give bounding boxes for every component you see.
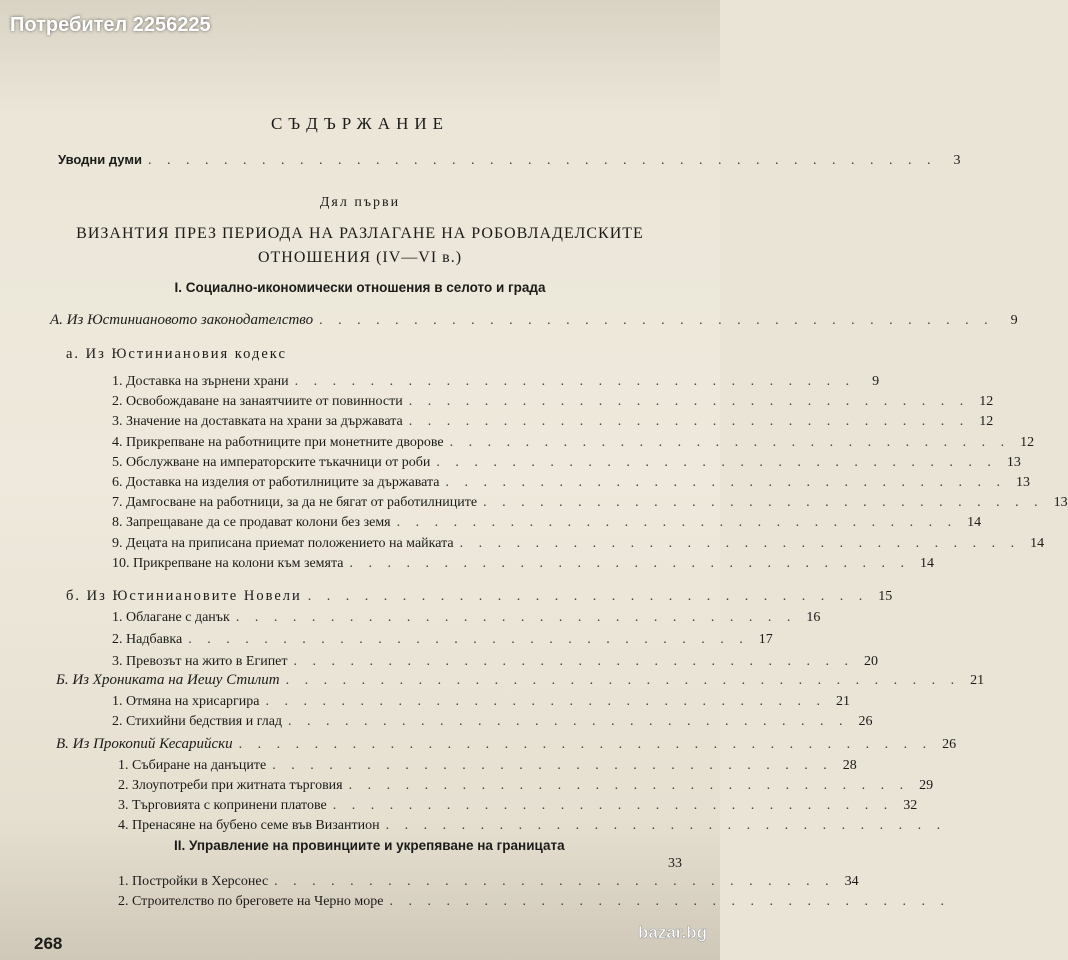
toc-novels-label: б. Из Юстиниановите Новели bbox=[66, 588, 302, 604]
procopius-item-label: 1. Събиране на данъците bbox=[118, 758, 267, 773]
chronicle-item-row bbox=[112, 714, 873, 730]
leader-dots: . . . . . . . . . . . . . . . . . . . . . . . . . . . . . . bbox=[389, 894, 950, 909]
leader-dots: . . . . . . . . . . . . . . . . . . . . . . . . . . . . . . bbox=[349, 555, 910, 571]
leader-dots: . . . . . . . . . . . . . . . . . . . . . . . . . . . . . . bbox=[385, 818, 947, 833]
novel-item-label: 2. Надбавка bbox=[112, 632, 183, 647]
procopius-item-label: 4. Пренасяне на бубено семе във Византион bbox=[118, 818, 380, 833]
toc-intro-label: Уводни думи bbox=[58, 152, 142, 167]
toc-sectionV-row bbox=[56, 736, 957, 753]
toc-sectionA-label: А. Из Юстиниановото законодателство bbox=[50, 312, 314, 328]
procopius-item-page: 29 bbox=[919, 778, 934, 793]
procopius-item-row bbox=[118, 798, 918, 814]
codex-item-page: 14 bbox=[920, 555, 934, 571]
codex-item-page: 12 bbox=[979, 414, 994, 430]
procopius-item-row bbox=[118, 818, 947, 834]
toc-sectionA-page: 9 bbox=[1010, 313, 1018, 328]
codex-item-page: 13 bbox=[1053, 495, 1068, 511]
toc-sectionV-page: 26 bbox=[942, 737, 957, 752]
codex-item-page: 12 bbox=[979, 394, 994, 410]
codex-item-row bbox=[112, 434, 1035, 451]
border-item-row bbox=[118, 874, 859, 890]
codex-item-row bbox=[112, 414, 994, 430]
procopius-item-label: 3. Търговията с копринени платове bbox=[118, 798, 327, 813]
leader-dots: . . . . . . . . . . . . . . . . . . . . . . . . . . . . . . bbox=[265, 694, 826, 709]
chronicle-item-row bbox=[112, 694, 850, 710]
codex-item-label: 2. Освобождаване на занаятчиите от повинности bbox=[112, 394, 403, 410]
toc-sectionB-row bbox=[56, 672, 985, 689]
part-name-line2: ОТНОШЕНИЯ (IV—VI в.) bbox=[257, 249, 463, 266]
toc-novels-row bbox=[66, 588, 893, 605]
toc-intro-page: 3 bbox=[953, 153, 961, 168]
leader-dots: . . . . . . . . . . . . . . . . . . . . . . . . . . . . . . . . . . . . bbox=[319, 313, 994, 328]
leader-dots: . . . . . . . . . . . . . . . . . . . . . . . . . . . . . . bbox=[293, 654, 855, 669]
leader-dots: . . . . . . . . . . . . . . . . . . . . . . . . . . . . . . . . . . . . bbox=[285, 673, 961, 688]
codex-item-row bbox=[112, 515, 982, 531]
codex-item-label: 6. Доставка на изделия от работилниците за държавата bbox=[112, 475, 440, 490]
procopius-item-label: 2. Злоупотреби при житната търговия bbox=[118, 778, 343, 793]
novel-item-page: 16 bbox=[806, 610, 821, 625]
section2-title: II. Управление на провинциите и укрепяване на границата bbox=[174, 838, 565, 853]
leader-dots: . . . . . . . . . . . . . . . . . . . . . . . . . . . . . . . . . . . . . bbox=[238, 737, 933, 752]
procopius-item-page: 32 bbox=[903, 798, 918, 813]
section1-title: I. Социално-икономически отношения в селото и града bbox=[174, 280, 546, 295]
leader-dots: . . . . . . . . . . . . . . . . . . . . . . . . . . . . . . bbox=[294, 374, 856, 389]
codex-item-row bbox=[112, 475, 1031, 491]
toc-sectionB-page: 21 bbox=[970, 673, 985, 688]
toc-sectionA-row bbox=[50, 312, 1018, 329]
novel-item-page: 20 bbox=[864, 654, 879, 669]
leader-dots: . . . . . . . . . . . . . . . . . . . . . . . . . . . . . . bbox=[449, 434, 1011, 450]
leader-dots: . . . . . . . . . . . . . . . . . . . . . . . . . . . . . . bbox=[332, 798, 894, 813]
leader-dots: . . . . . . . . . . . . . . . . . . . . . . . . . . . . . . bbox=[348, 778, 910, 793]
border-item-row bbox=[118, 894, 950, 910]
codex-item-row bbox=[112, 394, 994, 410]
codex-item-page: 14 bbox=[1030, 535, 1045, 551]
border-item-label: 2. Строителство по бреговете на Черно море bbox=[118, 894, 384, 909]
procopius-item-page: 28 bbox=[842, 758, 857, 773]
border-item-page: 34 bbox=[844, 874, 859, 889]
contents-title: СЪДЪРЖАНИЕ bbox=[270, 114, 450, 133]
codex-item-label: 4. Прикрепване на работниците при монетните дворове bbox=[112, 434, 444, 450]
bazar-logo-text: bazar.bg bbox=[638, 923, 707, 942]
procopius-item-row bbox=[118, 778, 934, 794]
leader-dots: . . . . . . . . . . . . . . . . . . . . . . . . . . . . . . bbox=[459, 535, 1021, 551]
leader-dots: . . . . . . . . . . . . . . . . . . . . . . . . . . . . . . bbox=[188, 632, 749, 647]
codex-item-label: 10. Прикрепване на колони към земята bbox=[112, 555, 344, 571]
part-name-line1: ВИЗАНТИЯ ПРЕЗ ПЕРИОДА НА РАЗЛАГАНЕ НА РОБОВЛАДЕЛСКИТЕ bbox=[76, 225, 644, 242]
leader-dots: . . . . . . . . . . . . . . . . . . . . . . . . . . . . . . bbox=[408, 394, 970, 410]
codex-item-label: 8. Запрещаване да се продават колони без земя bbox=[112, 515, 391, 531]
novel-item-row bbox=[112, 654, 879, 670]
section2-page bbox=[664, 856, 682, 872]
codex-item-label: 5. Обслужване на императорските тъкачници от роби bbox=[112, 454, 431, 470]
chronicle-item-page: 26 bbox=[858, 714, 873, 729]
codex-item-row bbox=[112, 535, 1045, 552]
leader-dots: . . . . . . . . . . . . . . . . . . . . . . . . . . . . . . bbox=[272, 758, 833, 773]
codex-item-label: 1. Доставка на зърнени храни bbox=[112, 374, 289, 389]
leader-dots: . . . . . . . . . . . . . . . . . . . . . . . . . . . . . . bbox=[307, 589, 869, 604]
toc-sectionB-label: Б. Из Хрониката на Иешу Стилит bbox=[56, 672, 280, 688]
leader-dots: . . . . . . . . . . . . . . . . . . . . . . . . . . . . . . bbox=[445, 475, 1007, 490]
toc-novels-page: 15 bbox=[878, 589, 893, 604]
chronicle-item-page: 21 bbox=[835, 694, 850, 709]
leader-dots: . . . . . . . . . . . . . . . . . . . . . . . . . . . . . . bbox=[408, 414, 970, 430]
codex-item-page: 9 bbox=[872, 374, 880, 389]
novel-item-label: 1. Облагане с данък bbox=[112, 610, 230, 625]
codex-item-row bbox=[112, 495, 1068, 511]
codex-heading-label: а. Из Юстиниановия кодекс bbox=[66, 346, 287, 362]
novel-item-row bbox=[112, 610, 821, 626]
novel-item-row bbox=[112, 632, 773, 648]
procopius-item-row bbox=[118, 758, 857, 774]
codex-item-page: 13 bbox=[1016, 475, 1031, 490]
chronicle-item-label: 2. Стихийни бедствия и глад bbox=[112, 714, 283, 729]
part-title: Дял първи bbox=[319, 195, 401, 210]
toc-intro-row bbox=[58, 152, 961, 169]
leader-dots: . . . . . . . . . . . . . . . . . . . . . . . . . . . . . . bbox=[436, 454, 997, 470]
codex-item-label: 3. Значение на доставката на храни за държавата bbox=[112, 414, 403, 430]
part-name bbox=[0, 222, 720, 270]
codex-item-page: 14 bbox=[967, 515, 982, 531]
codex-item-page: 12 bbox=[1020, 434, 1035, 450]
leader-dots: . . . . . . . . . . . . . . . . . . . . . . . . . . . . . . bbox=[274, 874, 835, 889]
uploader-watermark: Потребител 2256225 bbox=[10, 14, 211, 36]
leader-dots: . . . . . . . . . . . . . . . . . . . . . . . . . . . . . . bbox=[235, 610, 797, 625]
toc-codex-heading bbox=[66, 346, 287, 363]
codex-item-row bbox=[112, 454, 1021, 471]
codex-item-row bbox=[112, 555, 934, 572]
leader-dots: . . . . . . . . . . . . . . . . . . . . . . . . . . . . . . bbox=[288, 714, 849, 729]
leader-dots: . . . . . . . . . . . . . . . . . . . . . . . . . . . . . . bbox=[483, 495, 1044, 511]
novel-item-label: 3. Превозът на жито в Египет bbox=[112, 654, 288, 669]
chronicle-item-label: 1. Отмяна на хрисаргира bbox=[112, 694, 260, 709]
page-number: 268 bbox=[34, 934, 63, 953]
leader-dots: . . . . . . . . . . . . . . . . . . . . . . . . . . . . . . . . . . . . . . . . . . bbox=[147, 153, 937, 168]
bazar-logo bbox=[636, 912, 712, 952]
leader-dots: . . . . . . . . . . . . . . . . . . . . . . . . . . . . . . bbox=[396, 515, 958, 531]
codex-item-row bbox=[112, 374, 880, 390]
codex-item-page: 13 bbox=[1006, 454, 1021, 470]
section2-page-number: 33 bbox=[668, 856, 682, 871]
novel-item-page: 17 bbox=[758, 632, 773, 647]
codex-item-label: 9. Децата на приписана приемат положението на майката bbox=[112, 535, 454, 551]
toc-sectionV-label: В. Из Прокопий Кесарийски bbox=[56, 736, 233, 752]
codex-item-label: 7. Дамгосване на работници, за да не бягат от работилниците bbox=[112, 495, 478, 511]
border-item-label: 1. Постройки в Херсонес bbox=[118, 874, 269, 889]
